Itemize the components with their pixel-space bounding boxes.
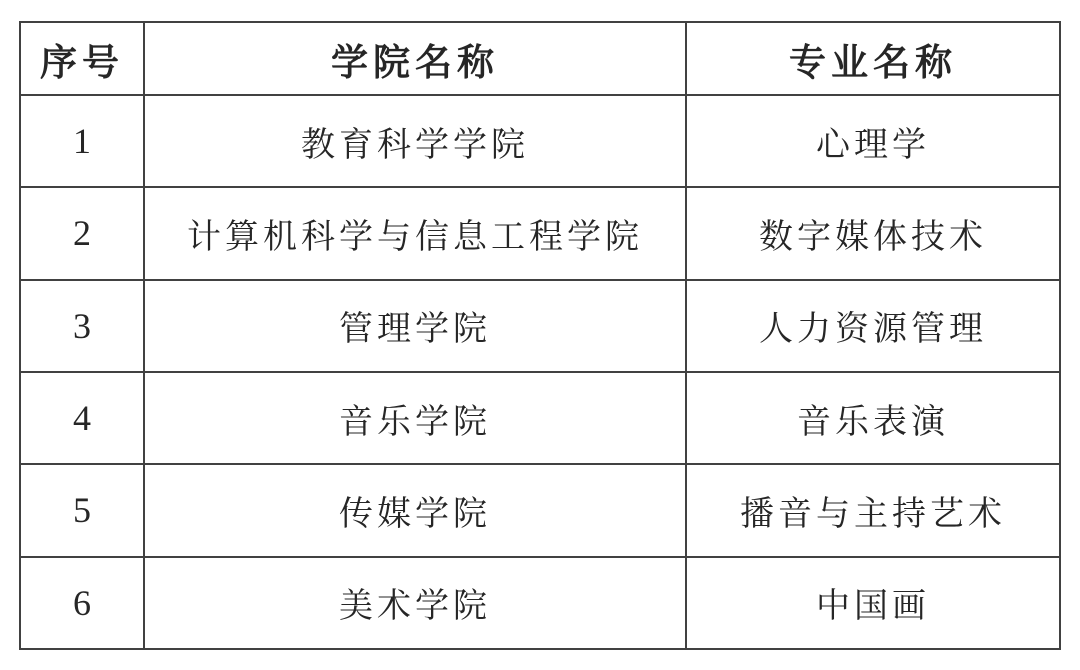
table-row [20,95,1060,187]
table-row [20,464,1060,556]
cell-major: 音乐表演 [686,372,1060,464]
cell-no: 2 [20,187,144,279]
table-row [20,187,1060,279]
table-row [20,280,1060,372]
header-row [20,22,1060,95]
table-body [20,95,1060,649]
cell-college: 计算机科学与信息工程学院 [144,187,686,279]
header-cell-major: 专业名称 [686,22,1060,95]
cell-major: 播音与主持艺术 [686,464,1060,556]
cell-major: 中国画 [686,557,1060,649]
cell-no: 3 [20,280,144,372]
cell-major: 数字媒体技术 [686,187,1060,279]
cell-college: 美术学院 [144,557,686,649]
cell-no: 1 [20,95,144,187]
cell-major: 心理学 [686,95,1060,187]
table-header [20,22,1060,95]
header-cell-college: 学院名称 [144,22,686,95]
cell-major: 人力资源管理 [686,280,1060,372]
table-row [20,372,1060,464]
cell-no: 5 [20,464,144,556]
header-cell-no: 序号 [20,22,144,95]
cell-college: 传媒学院 [144,464,686,556]
college-major-table [19,21,1061,650]
cell-college: 教育科学学院 [144,95,686,187]
cell-no: 6 [20,557,144,649]
cell-no: 4 [20,372,144,464]
cell-college: 音乐学院 [144,372,686,464]
table-row [20,557,1060,649]
cell-college: 管理学院 [144,280,686,372]
